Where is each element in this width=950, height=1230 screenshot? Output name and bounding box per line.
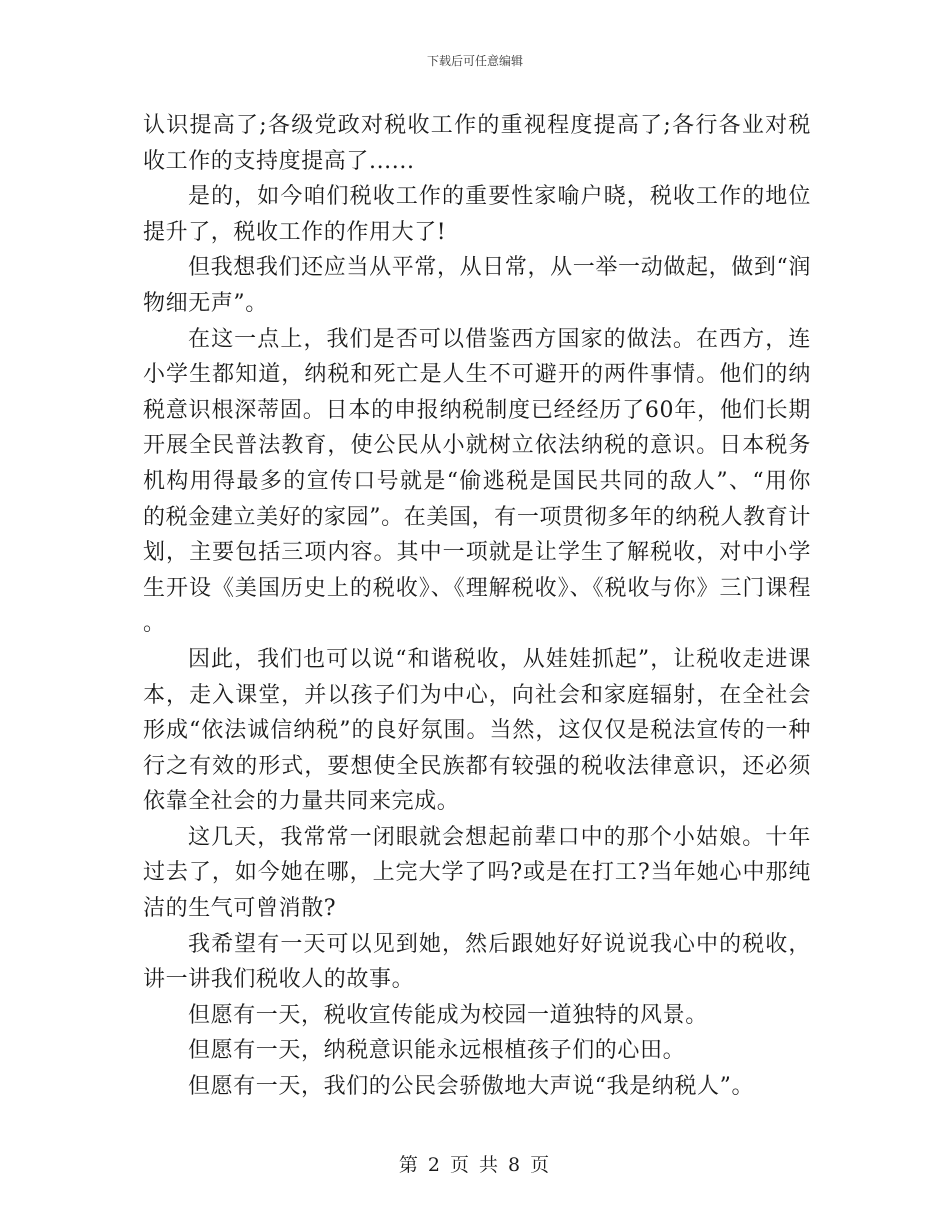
paragraph: 我希望有一天可以见到她，然后跟她好好说说我心中的税收，讲一讲我们税收人的故事。 bbox=[143, 931, 811, 993]
paragraph: 但愿有一天，纳税意识能永远根植孩子们的心田。 bbox=[188, 1038, 686, 1064]
paragraph: 但愿有一天，税收宣传能成为校园一道独特的风景。 bbox=[188, 1002, 708, 1028]
paragraph: 在这一点上，我们是否可以借鉴西方国家的做法。在西方，连小学生都知道，纳税和死亡是人生不可避开的两件事情。他们的纳税意识根深蒂固。日本的申报纳税制度已经经历了60年，他们长期开展全民普法教育，使公民从小就树立依法纳税的意识。日本税务机构用得最多的宣传口号就是“偷逃税是国民共同的敌人”、“用你的税金建立美好的家园”。在美国，有一项贯彻多年的纳税人教育计划，主要包括三项内容。其中一项就是让学生了解税收，对中小学生开设《美国历史上的税收》、《理解税收》、《税收与你》三门课程。 bbox=[143, 326, 811, 637]
paragraph: 这几天，我常常一闭眼就会想起前辈口中的那个小姑娘。十年过去了，如今她在哪，上完大学了吗?或是在打工?当年她心中那纯洁的生气可曾消散? bbox=[143, 824, 811, 922]
document-body bbox=[143, 108, 811, 1105]
page-header: 下载后可任意编辑 bbox=[426, 54, 523, 68]
paragraph: 因此，我们也可以说“和谐税收，从娃娃抓起”，让税收走进课本，走入课堂，并以孩子们为中心，向社会和家庭辐射，在全社会形成“依法诚信纳税”的良好氛围。当然，这仅仅是税法宣传的一种行之有效的形式，要想使全民族都有较强的税收法律意识，还必须依靠全社会的力量共同来完成。 bbox=[143, 646, 811, 815]
paragraph-continuation: 认识提高了;各级党政对税收工作的重视程度提高了;各行各业对税收工作的支持度提高了...... bbox=[143, 113, 811, 174]
page-number: 第 2 页 共 8 页 bbox=[398, 1154, 552, 1176]
paragraph: 但我想我们还应当从平常，从日常，从一举一动做起，做到“润物细无声”。 bbox=[143, 255, 811, 316]
paragraph: 是的，如今咱们税收工作的重要性家喻户晓，税收工作的地位提升了，税收工作的作用大了! bbox=[143, 184, 811, 245]
paragraph: 但愿有一天，我们的公民会骄傲地大声说“我是纳税人”。 bbox=[188, 1074, 755, 1100]
